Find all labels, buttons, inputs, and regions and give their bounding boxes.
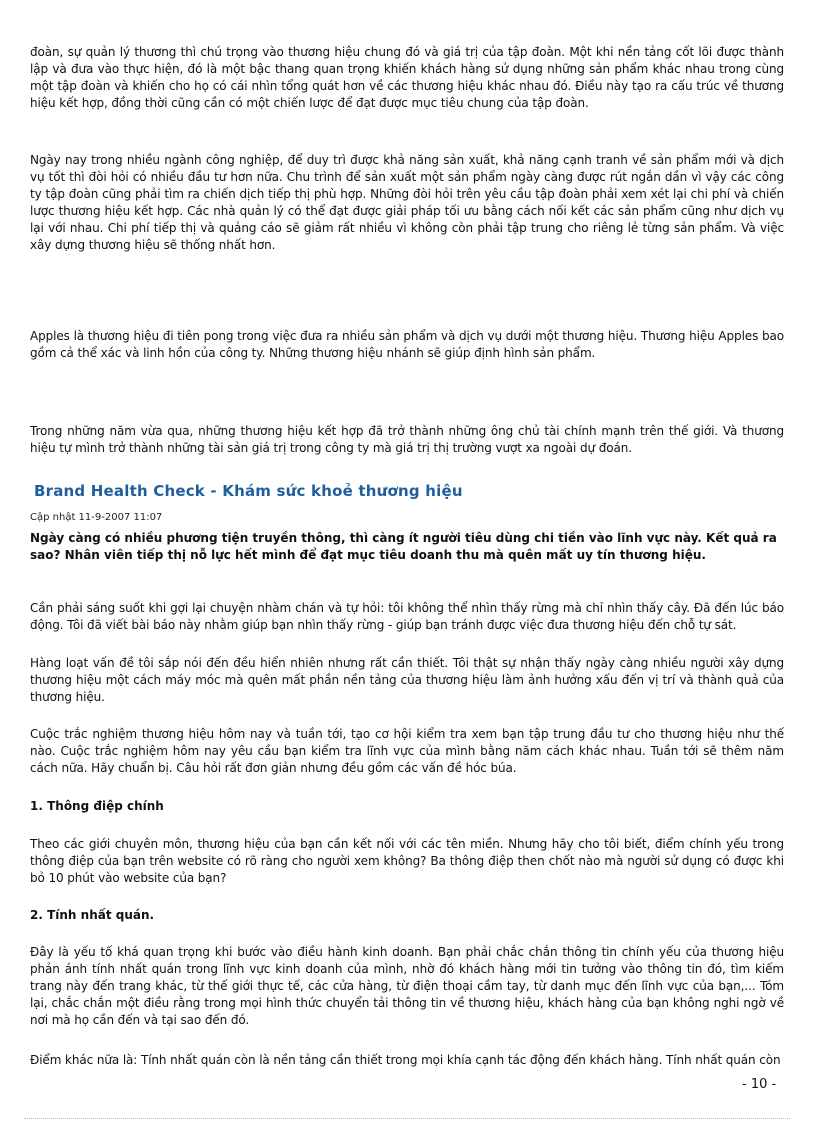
section-heading-main-message: 1. Thông điệp chính	[30, 799, 164, 813]
paragraph-corporate-brand: đoàn, sự quản lý thương thì chú trọng vào thương hiệu chung đó và giá trị của tập đoàn. Một khi nền tảng cốt lõi được thành lập và đưa vào thực hiện, đó là một bậc thang quan trọng khiến khách hàng sử dụng những sản phẩm khác nhau trong cùng một tập đoàn và khiến cho họ có cái nhìn tổng quát hơn về các thương hiệu khác nhau đó. Điều này tạo ra cấu trúc về thương hiệu kết hợp, đồng thời cũng cần có một chiến lược để đạt được mục tiêu chung của tập đoàn.	[30, 45, 784, 110]
paragraph-main-message: Theo các giới chuyên môn, thương hiệu của bạn cần kết nối với các tên miền. Nhưng hãy cho tôi biết, điểm chính yếu trong thông điệp của bạn trên website có rõ ràng cho người xem không? Ba thông điệp then chốt nào mà người sử dụng có được khi bỏ 10 phút vào website của bạn?	[30, 837, 784, 885]
paragraph-industry-investment: Ngày nay trong nhiều ngành công nghiệp, để duy trì được khả năng sản xuất, khả năng cạnh tranh về sản phẩm mới và dịch vụ tốt thì đòi hỏi có nhiều đầu tư hơn nữa. Chu trình để sản xuất một sản phẩm ngày càng được rút ngắn dần vì vậy các công ty tập đoàn cũng phải tìm ra chiến dịch tiếp thị phù hợp. Những đòi hỏi trên yêu cầu tập đoàn phải xem xét lại chi phí và chiến lược thương hiệu kết hợp. Các nhà quản lý có thể đạt được giải pháp tối ưu bằng cách nối kết các sản phẩm cũng như dịch vụ lại với nhau. Chi phí tiếp thị và quảng cáo sẽ giảm rất nhiều vì không còn phải tập trung cho riêng lẻ từng sản phẩm. Và việc xây dựng thương hiệu sẽ thống nhất hơn.	[30, 153, 784, 252]
paragraph-brand-test: Cuộc trắc nghiệm thương hiệu hôm nay và tuần tới, tạo cơ hội kiểm tra xem bạn tập trung đầu tư cho thương hiệu như thế nào. Cuộc trắc nghiệm hôm nay yêu cầu bạn kiểm tra lĩnh vực của mình bằng năm cách khác nhau. Tuần tới sẽ thêm năm cách nữa. Hãy chuẩn bị. Câu hỏi rất đơn giản nhưng đều gồm các vấn đề hóc búa.	[30, 727, 784, 775]
paragraph-mechanical-branding: Hàng loạt vấn đề tôi sắp nói đến đều hiển nhiên nhưng rất cần thiết. Tôi thật sự nhận thấy ngày càng nhiều người xây dựng thương hiệu một cách máy móc mà quên mất phần nền tảng của thương hiệu làm ảnh hưởng xấu đến vị trí và thành quả của thương hiệu.	[30, 656, 784, 704]
section-heading-consistency: 2. Tính nhất quán.	[30, 908, 155, 922]
paragraph-apples: Apples là thương hiệu đi tiên pong trong việc đưa ra nhiều sản phẩm và dịch vụ dưới một thương hiệu. Thương hiệu Apples bao gồm cả thể xác và linh hồn của công ty. Những thương hiệu nhánh sẽ giúp định hình sản phẩm.	[30, 329, 784, 360]
article-title: Brand Health Check - Khám sức khoẻ thương hiệu	[34, 482, 463, 500]
paragraph-combined-brands: Trong những năm vừa qua, những thương hiệu kết hợp đã trở thành những ông chủ tài chính mạnh trên thế giới. Và thương hiệu tự mình trở thành những tài sản giá trị trong công ty mà giá trị thị trường vượt xa ngoài dự đoán.	[30, 424, 784, 455]
article-lead: Ngày càng có nhiều phương tiện truyền thông, thì càng ít người tiêu dùng chi tiền vào lĩnh vực này. Kết quả ra sao? Nhân viên tiếp thị nỗ lực hết mình để đạt mục tiêu doanh thu mà quên mất uy tín thương hiệu.	[30, 531, 777, 562]
update-timestamp: Cập nhật 11-9-2007 11:07	[30, 512, 163, 523]
paragraph-forest-trees: Cần phải sáng suốt khi gợi lại chuyện nhàm chán và tự hỏi: tôi không thể nhìn thấy rừng mà chỉ nhìn thấy cây. Đã đến lúc báo động. Tôi đã viết bài báo này nhằm giúp bạn nhìn thấy rừng - giúp bạn tránh được việc đưa thương hiệu đến chỗ tự sát.	[30, 601, 784, 632]
page-number: - 10 -	[742, 1077, 777, 1092]
footer-divider	[24, 1118, 790, 1119]
paragraph-consistency-continued: Điểm khác nữa là: Tính nhất quán còn là nền tảng cần thiết trong mọi khía cạnh tác động đến khách hàng. Tính nhất quán còn	[30, 1053, 781, 1067]
paragraph-consistency: Đây là yếu tố khá quan trọng khi bước vào điều hành kinh doanh. Bạn phải chắc chắn thông tin chính yếu của thương hiệu phản ánh tính nhất quán trong lĩnh vực kinh doanh của mình, nhờ đó khách hàng mới tin tưởng vào thông tin đó, tìm kiếm trang này đến trang khác, từ thế giới thực tế, các cửa hàng, từ điện thoại cầm tay, từ danh mục đến lĩnh vực của bạn,... Tóm lại, chắc chắn một điều rằng trong mọi hình thức chuyển tải thông tin về thương hiệu, khách hàng của bạn không nghi ngờ về nơi mà họ cần đến và tại sao đến đó.	[30, 945, 784, 1027]
